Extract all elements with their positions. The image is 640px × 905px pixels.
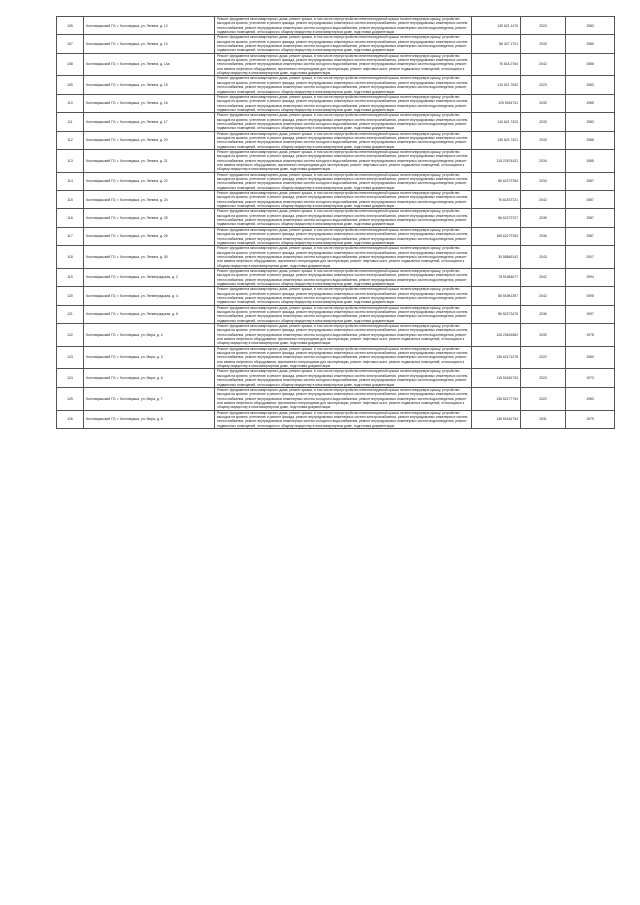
table-row	[57, 149, 615, 172]
cost-cell: 86 62273784	[472, 172, 521, 190]
planned-year-cell: 2030	[521, 324, 566, 347]
works-description-cell: Ремонт фундамента многоквартирного дома, ремонт крыши, в том числе переустройство невентилируемой крыши на вентилируемую крышу, устройство выходов на кровлю, утепление и ремонт фасада, ремонт внутридомовых инженерных систем электроснабжения, ремонт внутридомовых инженерных систем теплоснабжения, ремонт внутридомовых инженерных систем холодного водоснабжения, ремонт внутридомовых инженерных систем водоотведения, ремонт или замена лифтового оборудования, признанного непригодным для эксплуатации, ремонт лифтовых шахт, ремонт подвальных помещений, относящихся к общему имуществу в многоквартирном доме, подготовка документации	[215, 346, 472, 369]
planned-year-cell: 2032	[521, 94, 566, 112]
planned-year-cell: 2042	[521, 287, 566, 305]
address-cell: Костомукшский ГО, г. Костомукша, ул. Ленина, д. 30	[84, 246, 215, 269]
table-row	[57, 191, 615, 209]
row-number: 117	[57, 227, 84, 245]
table-row	[57, 305, 615, 323]
address-cell: Костомукшский ГО, г. Костомукша, ул. Ленинградская, д. 6	[84, 305, 215, 323]
table-row	[57, 94, 615, 112]
table-row	[57, 35, 615, 53]
works-description-cell: Ремонт фундамента многоквартирного дома, ремонт крыши, в том числе переустройство невентилируемой крыши на вентилируемую крышу, устройство выходов на кровлю, утепление и ремонт фасада, ремонт внутридомовых инженерных систем электроснабжения, ремонт внутридомовых инженерных систем теплоснабжения, ремонт внутридомовых инженерных систем холодного водоснабжения, ремонт внутридомовых инженерных систем водоотведения, ремонт подвальных помещений, относящихся к общему имуществу в многоквартирном доме, подготовка документации	[215, 410, 472, 428]
address-cell: Костомукшский ГО, г. Костомукша, ул. Ленина, д. 21	[84, 149, 215, 172]
table-row	[57, 324, 615, 347]
construction-year-cell: 1986	[566, 53, 615, 76]
planned-year-cell: 2023	[521, 369, 566, 387]
table-row	[57, 17, 615, 35]
works-description-cell: Ремонт фундамента многоквартирного дома, ремонт крыши, в том числе переустройство невентилируемой крыши на вентилируемую крышу, устройство выходов на кровлю, утепление и ремонт фасада, ремонт внутридомовых инженерных систем электроснабжения, ремонт внутридомовых инженерных систем теплоснабжения, ремонт внутридомовых инженерных систем холодного водоснабжения, ремонт внутридомовых инженерных систем водоотведения, ремонт подвальных помещений, относящихся к общему имуществу в многоквартирном доме, подготовка документации	[215, 305, 472, 323]
cost-cell: 116 621 7423	[472, 113, 521, 131]
row-number: 114	[57, 172, 84, 190]
planned-year-cell: 2022	[521, 387, 566, 410]
planned-year-cell: 2033	[521, 131, 566, 149]
planned-year-cell: 2023	[521, 76, 566, 94]
row-number: 112	[57, 131, 84, 149]
row-number: 123	[57, 346, 84, 369]
planned-year-cell: 2042	[521, 191, 566, 209]
planned-year-cell: 2042	[521, 53, 566, 76]
works-description-cell: Ремонт фундамента многоквартирного дома, ремонт крыши, в том числе переустройство невентилируемой крыши на вентилируемую крышу, устройство выходов на кровлю, утепление и ремонт фасада, ремонт внутридомовых инженерных систем электроснабжения, ремонт внутридомовых инженерных систем теплоснабжения, ремонт внутридомовых инженерных систем холодного водоснабжения, ремонт внутридомовых инженерных систем водоотведения, ремонт подвальных помещений, относящихся к общему имуществу в многоквартирном доме, подготовка документации	[215, 227, 472, 245]
construction-year-cell: 1980	[566, 35, 615, 53]
table-row	[57, 131, 615, 149]
construction-year-cell: 1978	[566, 324, 615, 347]
row-number: 120	[57, 287, 84, 305]
cost-cell: 115 52481734	[472, 369, 521, 387]
works-description-cell: Ремонт фундамента многоквартирного дома, ремонт крыши, в том числе переустройство невентилируемой крыши на вентилируемую крышу, устройство выходов на кровлю, утепление и ремонт фасада, ремонт внутридомовых инженерных систем электроснабжения, ремонт внутридомовых инженерных систем теплоснабжения, ремонт внутридомовых инженерных систем холодного водоснабжения, ремонт внутридомовых инженерных систем водоотведения, ремонт подвальных помещений, относящихся к общему имуществу в многоквартирном доме, подготовка документации	[215, 172, 472, 190]
table-row	[57, 410, 615, 428]
row-number: 105	[57, 17, 84, 35]
address-cell: Костомукшский ГО, г. Костомукша, ул. Мира, д. 7	[84, 387, 215, 410]
address-cell: Костомукшский ГО, г. Костомукша, ул. Ленина, д. 20	[84, 131, 215, 149]
planned-year-cell: 2033	[521, 35, 566, 53]
address-cell: Костомукшский ГО, г. Костомукша, ул. Ленина, д. 17	[84, 113, 215, 131]
works-description-cell: Ремонт фундамента многоквартирного дома, ремонт крыши, в том числе переустройство невентилируемой крыши на вентилируемую крышу, устройство выходов на кровлю, утепление и ремонт фасада, ремонт внутридомовых инженерных систем электроснабжения, ремонт внутридомовых инженерных систем теплоснабжения, ремонт внутридомовых инженерных систем холодного водоснабжения, ремонт внутридомовых инженерных систем водоотведения, ремонт или замена лифтового оборудования, признанного непригодным для эксплуатации, ремонт лифтовых шахт, ремонт подвальных помещений, относящихся к общему имуществу в многоквартирном доме, подготовка документации	[215, 246, 472, 269]
table-row	[57, 268, 615, 286]
row-number: 125	[57, 387, 84, 410]
construction-year-cell: 1983	[566, 387, 615, 410]
works-description-cell: Ремонт фундамента многоквартирного дома, ремонт крыши, в том числе переустройство невентилируемой крыши на вентилируемую крышу, устройство выходов на кровлю, утепление и ремонт фасада, ремонт внутридомовых инженерных систем электроснабжения, ремонт внутридомовых инженерных систем теплоснабжения, ремонт внутридомовых инженерных систем холодного водоснабжения, ремонт внутридомовых инженерных систем водоотведения, ремонт подвальных помещений, относящихся к общему имуществу в многоквартирном доме, подготовка документации	[215, 131, 472, 149]
construction-year-cell: 1994	[566, 268, 615, 286]
cost-cell: 136 624 7421	[472, 131, 521, 149]
works-description-cell: Ремонт фундамента многоквартирного дома, ремонт крыши, в том числе переустройство невентилируемой крыши на вентилируемую крышу, устройство выходов на кровлю, утепление и ремонт фасада, ремонт внутридомовых инженерных систем электроснабжения, ремонт внутридомовых инженерных систем теплоснабжения, ремонт внутридомовых инженерных систем холодного водоснабжения, ремонт внутридомовых инженерных систем водоотведения, ремонт подвальных помещений, относящихся к общему имуществу в многоквартирном доме, подготовка документации	[215, 191, 472, 209]
planned-year-cell: 2036	[521, 305, 566, 323]
address-cell: Костомукшский ГО, г. Костомукша, ул. Мира, д. 3	[84, 346, 215, 369]
table-row	[57, 172, 615, 190]
works-description-cell: Ремонт фундамента многоквартирного дома, ремонт крыши, в том числе переустройство невентилируемой крыши на вентилируемую крышу, устройство выходов на кровлю, утепление и ремонт фасада, ремонт внутридомовых инженерных систем электроснабжения, ремонт внутридомовых инженерных систем теплоснабжения, ремонт внутридомовых инженерных систем холодного водоснабжения, ремонт внутридомовых инженерных систем водоотведения, ремонт подвальных помещений, относящихся к общему имуществу в многоквартирном доме, подготовка документации	[215, 113, 472, 131]
address-cell: Костомукшский ГО, г. Костомукша, ул. Ленина, д. 12	[84, 17, 215, 35]
row-number: 109	[57, 76, 84, 94]
planned-year-cell: 2034	[521, 172, 566, 190]
cost-cell: 136 52461734	[472, 410, 521, 428]
planned-year-cell: 2035	[521, 209, 566, 227]
construction-year-cell: 1983	[566, 17, 615, 35]
address-cell: Костомукшский ГО, г. Костомукша, ул. Ленина, д. 15	[84, 76, 215, 94]
construction-year-cell: 2007	[566, 246, 615, 269]
construction-year-cell: 1979	[566, 410, 615, 428]
cost-cell: 115 22574431	[472, 149, 521, 172]
row-number: 126	[57, 410, 84, 428]
table-row	[57, 209, 615, 227]
address-cell: Костомукшский ГО, г. Костомукша, ул. Мира, д. 6	[84, 369, 215, 387]
construction-year-cell: 1983	[566, 76, 615, 94]
works-description-cell: Ремонт фундамента многоквартирного дома, ремонт крыши, в том числе переустройство невентилируемой крыши на вентилируемую крышу, устройство выходов на кровлю, утепление и ремонт фасада, ремонт внутридомовых инженерных систем электроснабжения, ремонт внутридомовых инженерных систем теплоснабжения, ремонт внутридомовых инженерных систем холодного водоснабжения, ремонт внутридомовых инженерных систем водоотведения, ремонт подвальных помещений, относящихся к общему имуществу в многоквартирном доме, подготовка документации	[215, 287, 472, 305]
works-description-cell: Ремонт фундамента многоквартирного дома, ремонт крыши, в том числе переустройство невентилируемой крыши на вентилируемую крышу, устройство выходов на кровлю, утепление и ремонт фасада, ремонт внутридомовых инженерных систем электроснабжения, ремонт внутридомовых инженерных систем теплоснабжения, ремонт внутридомовых инженерных систем холодного водоснабжения, ремонт внутридомовых инженерных систем водоотведения, ремонт или замена лифтового оборудования, признанного непригодным для эксплуатации, ремонт лифтовых шахт, ремонт подвальных помещений, относящихся к общему имуществу в многоквартирном доме, подготовка документации	[215, 53, 472, 76]
repair-program-table	[56, 16, 615, 429]
table-row	[57, 76, 615, 94]
works-description-cell: Ремонт фундамента многоквартирного дома, ремонт крыши, в том числе переустройство невентилируемой крыши на вентилируемую крышу, устройство выходов на кровлю, утепление и ремонт фасада, ремонт внутридомовых инженерных систем электроснабжения, ремонт внутридомовых инженерных систем теплоснабжения, ремонт внутридомовых инженерных систем холодного водоснабжения, ремонт внутридомовых инженерных систем водоотведения, ремонт подвальных помещений, относящихся к общему имуществу в многоквартирном доме, подготовка документации	[215, 94, 472, 112]
address-cell: Костомукшский ГО, г. Костомукша, ул. Ленина, д. 26	[84, 227, 215, 245]
address-cell: Костомукшский ГО, г. Костомукша, ул. Ленина, д. 14а	[84, 53, 215, 76]
works-description-cell: Ремонт фундамента многоквартирного дома, ремонт крыши, в том числе переустройство невентилируемой крыши на вентилируемую крышу, устройство выходов на кровлю, утепление и ремонт фасада, ремонт внутридомовых инженерных систем электроснабжения, ремонт внутридомовых инженерных систем теплоснабжения, ремонт внутридомовых инженерных систем холодного водоснабжения, ремонт внутридомовых инженерных систем водоотведения, ремонт или замена лифтового оборудования, признанного непригодным для эксплуатации, ремонт лифтовых шахт, ремонт подвальных помещений, относящихся к общему имуществу в многоквартирном доме, подготовка документации	[215, 387, 472, 410]
works-description-cell: Ремонт фундамента многоквартирного дома, ремонт крыши, в том числе переустройство невентилируемой крыши на вентилируемую крышу, устройство выходов на кровлю, утепление и ремонт фасада, ремонт внутридомовых инженерных систем электроснабжения, ремонт внутридомовых инженерных систем теплоснабжения, ремонт внутридомовых инженерных систем холодного водоснабжения, ремонт внутридомовых инженерных систем водоотведения, ремонт подвальных помещений, относящихся к общему имуществу в многоквартирном доме, подготовка документации	[215, 76, 472, 94]
table-row	[57, 53, 615, 76]
planned-year-cell: 2023	[521, 17, 566, 35]
construction-year-cell: 1973	[566, 369, 615, 387]
construction-year-cell: 1980	[566, 346, 615, 369]
address-cell: Костомукшский ГО, г. Костомукша, ул. Ленина, д. 16	[84, 94, 215, 112]
construction-year-cell: 1987	[566, 227, 615, 245]
cost-cell: 30 58846142	[472, 246, 521, 269]
row-number: 119	[57, 268, 84, 286]
row-number: 122	[57, 324, 84, 347]
planned-year-cell: 2042	[521, 268, 566, 286]
row-number: 110	[57, 94, 84, 112]
address-cell: Костомукшский ГО, г. Костомукша, ул. Ленина, д. 24	[84, 191, 215, 209]
planned-year-cell: 2031	[521, 410, 566, 428]
table-row	[57, 246, 615, 269]
cost-cell: 76 61873721	[472, 191, 521, 209]
construction-year-cell: 1987	[566, 172, 615, 190]
row-number: 115	[57, 191, 84, 209]
construction-year-cell: 1987	[566, 191, 615, 209]
table-row	[57, 287, 615, 305]
planned-year-cell: 2043	[521, 246, 566, 269]
works-description-cell: Ремонт фундамента многоквартирного дома, ремонт крыши, в том числе переустройство невентилируемой крыши на вентилируемую крышу, устройство выходов на кровлю, утепление и ремонт фасада, ремонт внутридомовых инженерных систем электроснабжения, ремонт внутридомовых инженерных систем теплоснабжения, ремонт внутридомовых инженерных систем холодного водоснабжения, ремонт внутридомовых инженерных систем водоотведения, ремонт или замена лифтового оборудования, признанного непригодным для эксплуатации, ремонт лифтовых шахт, ремонт подвальных помещений, относящихся к общему имуществу в многоквартирном доме, подготовка документации	[215, 149, 472, 172]
construction-year-cell: 1986	[566, 131, 615, 149]
table-row	[57, 113, 615, 131]
address-cell: Костомукшский ГО, г. Костомукша, ул. Мира, д. 4	[84, 324, 215, 347]
construction-year-cell: 1995	[566, 287, 615, 305]
planned-year-cell: 2036	[521, 227, 566, 245]
address-cell: Костомукшский ГО, г. Костомукша, ул. Ленина, д. 22	[84, 172, 215, 190]
works-description-cell: Ремонт фундамента многоквартирного дома, ремонт крыши, в том числе переустройство невентилируемой крыши на вентилируемую крышу, устройство выходов на кровлю, утепление и ремонт фасада, ремонт внутридомовых инженерных систем электроснабжения, ремонт внутридомовых инженерных систем теплоснабжения, ремонт внутридомовых инженерных систем холодного водоснабжения, ремонт внутридомовых инженерных систем водоотведения, ремонт подвальных помещений, относящихся к общему имуществу в многоквартирном доме, подготовка документации	[215, 17, 472, 35]
works-description-cell: Ремонт фундамента многоквартирного дома, ремонт крыши, в том числе переустройство невентилируемой крыши на вентилируемую крышу, устройство выходов на кровлю, утепление и ремонт фасада, ремонт внутридомовых инженерных систем электроснабжения, ремонт внутридомовых инженерных систем теплоснабжения, ремонт внутридомовых инженерных систем холодного водоснабжения, ремонт внутридомовых инженерных систем водоотведения, ремонт подвальных помещений, относящихся к общему имуществу в многоквартирном доме, подготовка документации	[215, 35, 472, 53]
cost-cell: 135 621 1476	[472, 17, 521, 35]
construction-year-cell: 1985	[566, 94, 615, 112]
table-row	[57, 369, 615, 387]
row-number: 107	[57, 35, 84, 53]
cost-cell: 136 62171278	[472, 346, 521, 369]
address-cell: Костомукшский ГО, г. Костомукша, ул. Ленинградская, д. 4	[84, 287, 215, 305]
cost-cell: 86 62273707	[472, 209, 521, 227]
planned-year-cell: 2022	[521, 346, 566, 369]
cost-cell: 115 521 7542	[472, 76, 521, 94]
construction-year-cell: 1987	[566, 209, 615, 227]
address-cell: Костомукшский ГО, г. Костомукша, ул. Мира, д. 8	[84, 410, 215, 428]
table-body	[57, 17, 615, 429]
cost-cell: 75 51984677	[472, 268, 521, 286]
row-number: 118	[57, 246, 84, 269]
planned-year-cell: 2034	[521, 149, 566, 172]
planned-year-cell: 2033	[521, 113, 566, 131]
row-number: 116	[57, 209, 84, 227]
works-description-cell: Ремонт фундамента многоквартирного дома, ремонт крыши, в том числе переустройство невентилируемой крыши на вентилируемую крышу, устройство выходов на кровлю, утепление и ремонт фасада, ремонт внутридомовых инженерных систем электроснабжения, ремонт внутридомовых инженерных систем теплоснабжения, ремонт внутридомовых инженерных систем холодного водоснабжения, ремонт внутридомовых инженерных систем водоотведения, ремонт подвальных помещений, относящихся к общему имуществу в многоквартирном доме, подготовка документации	[215, 268, 472, 286]
cost-cell: 86 52273476	[472, 305, 521, 323]
construction-year-cell: 1997	[566, 305, 615, 323]
cost-cell: 86 51981397	[472, 287, 521, 305]
cost-cell: 125 5334731	[472, 94, 521, 112]
row-number: 113	[57, 149, 84, 172]
row-number: 108	[57, 53, 84, 76]
address-cell: Костомукшский ГО, г. Костомукша, ул. Ленина, д. 14	[84, 35, 215, 53]
cost-cell: 136 52177734	[472, 387, 521, 410]
row-number: 111	[57, 113, 84, 131]
cost-cell: 126 23461562	[472, 324, 521, 347]
table-row	[57, 227, 615, 245]
cost-cell: 86 327 1701	[472, 35, 521, 53]
row-number: 124	[57, 369, 84, 387]
table-row	[57, 387, 615, 410]
table-row	[57, 346, 615, 369]
construction-year-cell: 1983	[566, 113, 615, 131]
works-description-cell: Ремонт фундамента многоквартирного дома, ремонт крыши, в том числе переустройство невентилируемой крыши на вентилируемую крышу, устройство выходов на кровлю, утепление и ремонт фасада, ремонт внутридомовых инженерных систем электроснабжения, ремонт внутридомовых инженерных систем теплоснабжения, ремонт внутридомовых инженерных систем холодного водоснабжения, ремонт внутридомовых инженерных систем водоотведения, ремонт или замена лифтового оборудования, признанного непригодным для эксплуатации, ремонт лифтовых шахт, ремонт подвальных помещений, относящихся к общему имуществу в многоквартирном доме, подготовка документации	[215, 324, 472, 347]
address-cell: Костомукшский ГО, г. Костомукша, ул. Ленина, д. 25	[84, 209, 215, 227]
construction-year-cell: 1985	[566, 149, 615, 172]
works-description-cell: Ремонт фундамента многоквартирного дома, ремонт крыши, в том числе переустройство невентилируемой крыши на вентилируемую крышу, устройство выходов на кровлю, утепление и ремонт фасада, ремонт внутридомовых инженерных систем электроснабжения, ремонт внутридомовых инженерных систем теплоснабжения, ремонт внутридомовых инженерных систем холодного водоснабжения, ремонт внутридомовых инженерных систем водоотведения, ремонт подвальных помещений, относящихся к общему имуществу в многоквартирном доме, подготовка документации	[215, 369, 472, 387]
cost-cell: 165 62273784	[472, 227, 521, 245]
address-cell: Костомукшский ГО, г. Костомукша, ул. Ленинградская, д. 2	[84, 268, 215, 286]
works-description-cell: Ремонт фундамента многоквартирного дома, ремонт крыши, в том числе переустройство невентилируемой крыши на вентилируемую крышу, устройство выходов на кровлю, утепление и ремонт фасада, ремонт внутридомовых инженерных систем электроснабжения, ремонт внутридомовых инженерных систем теплоснабжения, ремонт внутридомовых инженерных систем холодного водоснабжения, ремонт внутридомовых инженерных систем водоотведения, ремонт подвальных помещений, относящихся к общему имуществу в многоквартирном доме, подготовка документации	[215, 209, 472, 227]
row-number: 121	[57, 305, 84, 323]
cost-cell: 76 618 2764	[472, 53, 521, 76]
